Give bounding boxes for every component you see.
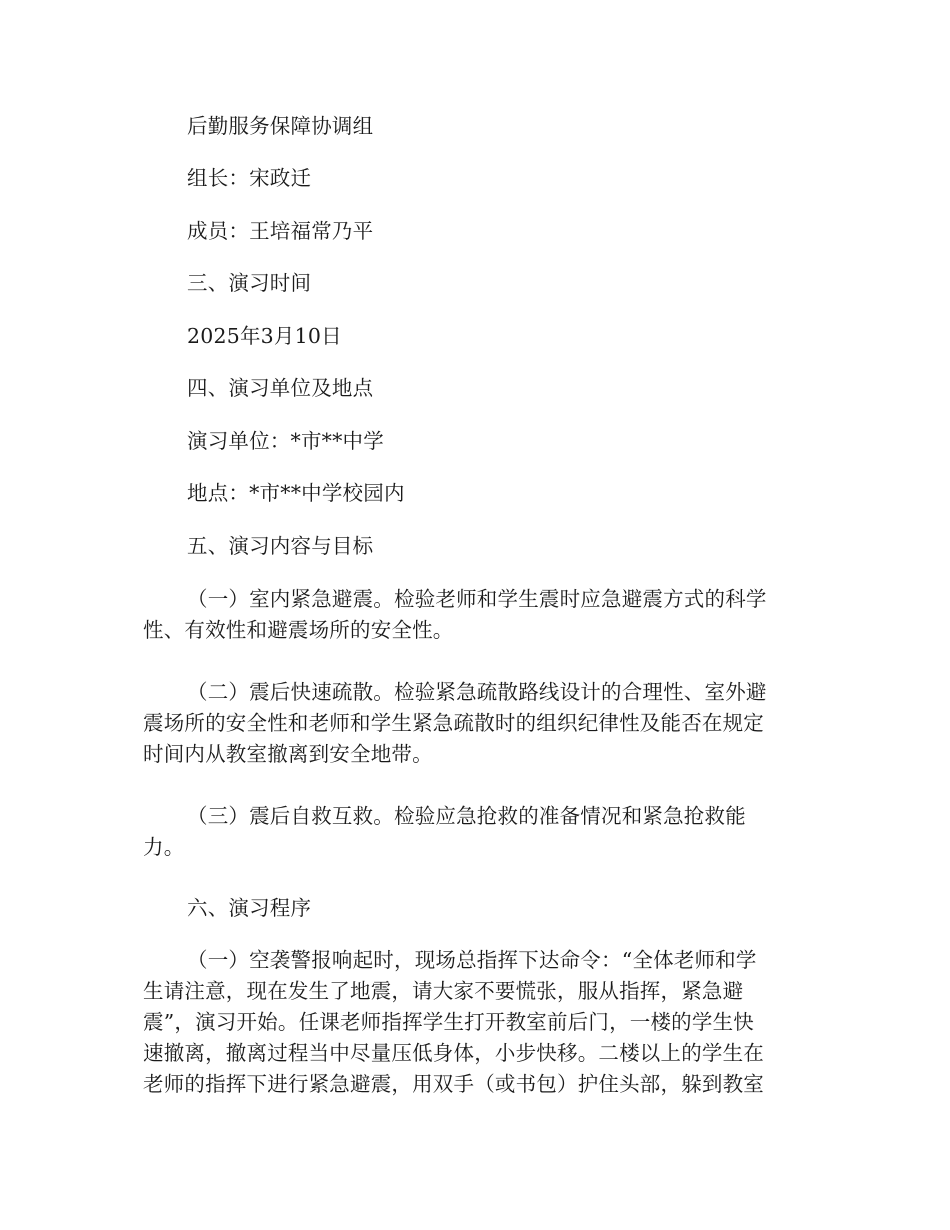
paragraph-line: 力。 — [143, 835, 185, 859]
drill-location: 地点：*市**中学校园内 — [187, 481, 405, 505]
paragraph-line: 生请注意，现在发生了地震，请大家不要慌张，服从指挥，紧急避 — [143, 979, 744, 1003]
paragraph-line: （二）震后快速疏散。检验紧急疏散路线设计的合理性、室外避 — [187, 680, 767, 704]
section-heading-procedure: 六、演习程序 — [187, 896, 312, 920]
paragraph-line: （一）空袭警报响起时，现场总指挥下达命令：“全体老师和学 — [187, 948, 757, 972]
paragraph-line: 时间内从教室撤离到安全地带。 — [143, 742, 433, 766]
paragraph-line: 震”，演习开始。任课老师指挥学生打开教室前后门，一楼的学生快 — [143, 1010, 754, 1034]
drill-date: 2025年3月10日 — [187, 324, 342, 348]
paragraph-line: 震场所的安全性和老师和学生紧急疏散时的组织纪律性及能否在规定 — [143, 711, 764, 735]
paragraph-line: 老师的指挥下进行紧急避震，用双手（或书包）护住头部，躲到教室 — [143, 1072, 764, 1096]
paragraph-line: （一）室内紧急避震。检验老师和学生震时应急避震方式的科学 — [187, 587, 767, 611]
section-heading-time: 三、演习时间 — [187, 271, 312, 295]
paragraph-line: 速撤离，撤离过程当中尽量压低身体，小步快移。二楼以上的学生在 — [143, 1041, 764, 1065]
group-leader: 组长：宋政迁 — [187, 166, 312, 190]
group-title: 后勤服务保障协调组 — [187, 114, 374, 138]
section-heading-content-goals: 五、演习内容与目标 — [187, 534, 374, 558]
group-members: 成员：王培福常乃平 — [187, 219, 374, 243]
paragraph-line: 性、有效性和避震场所的安全性。 — [143, 618, 454, 642]
paragraph-line: （三）震后自救互救。检验应急抢救的准备情况和紧急抢救能 — [187, 804, 746, 828]
drill-unit: 演习单位：*市**中学 — [187, 429, 384, 453]
section-heading-unit-location: 四、演习单位及地点 — [187, 376, 374, 400]
